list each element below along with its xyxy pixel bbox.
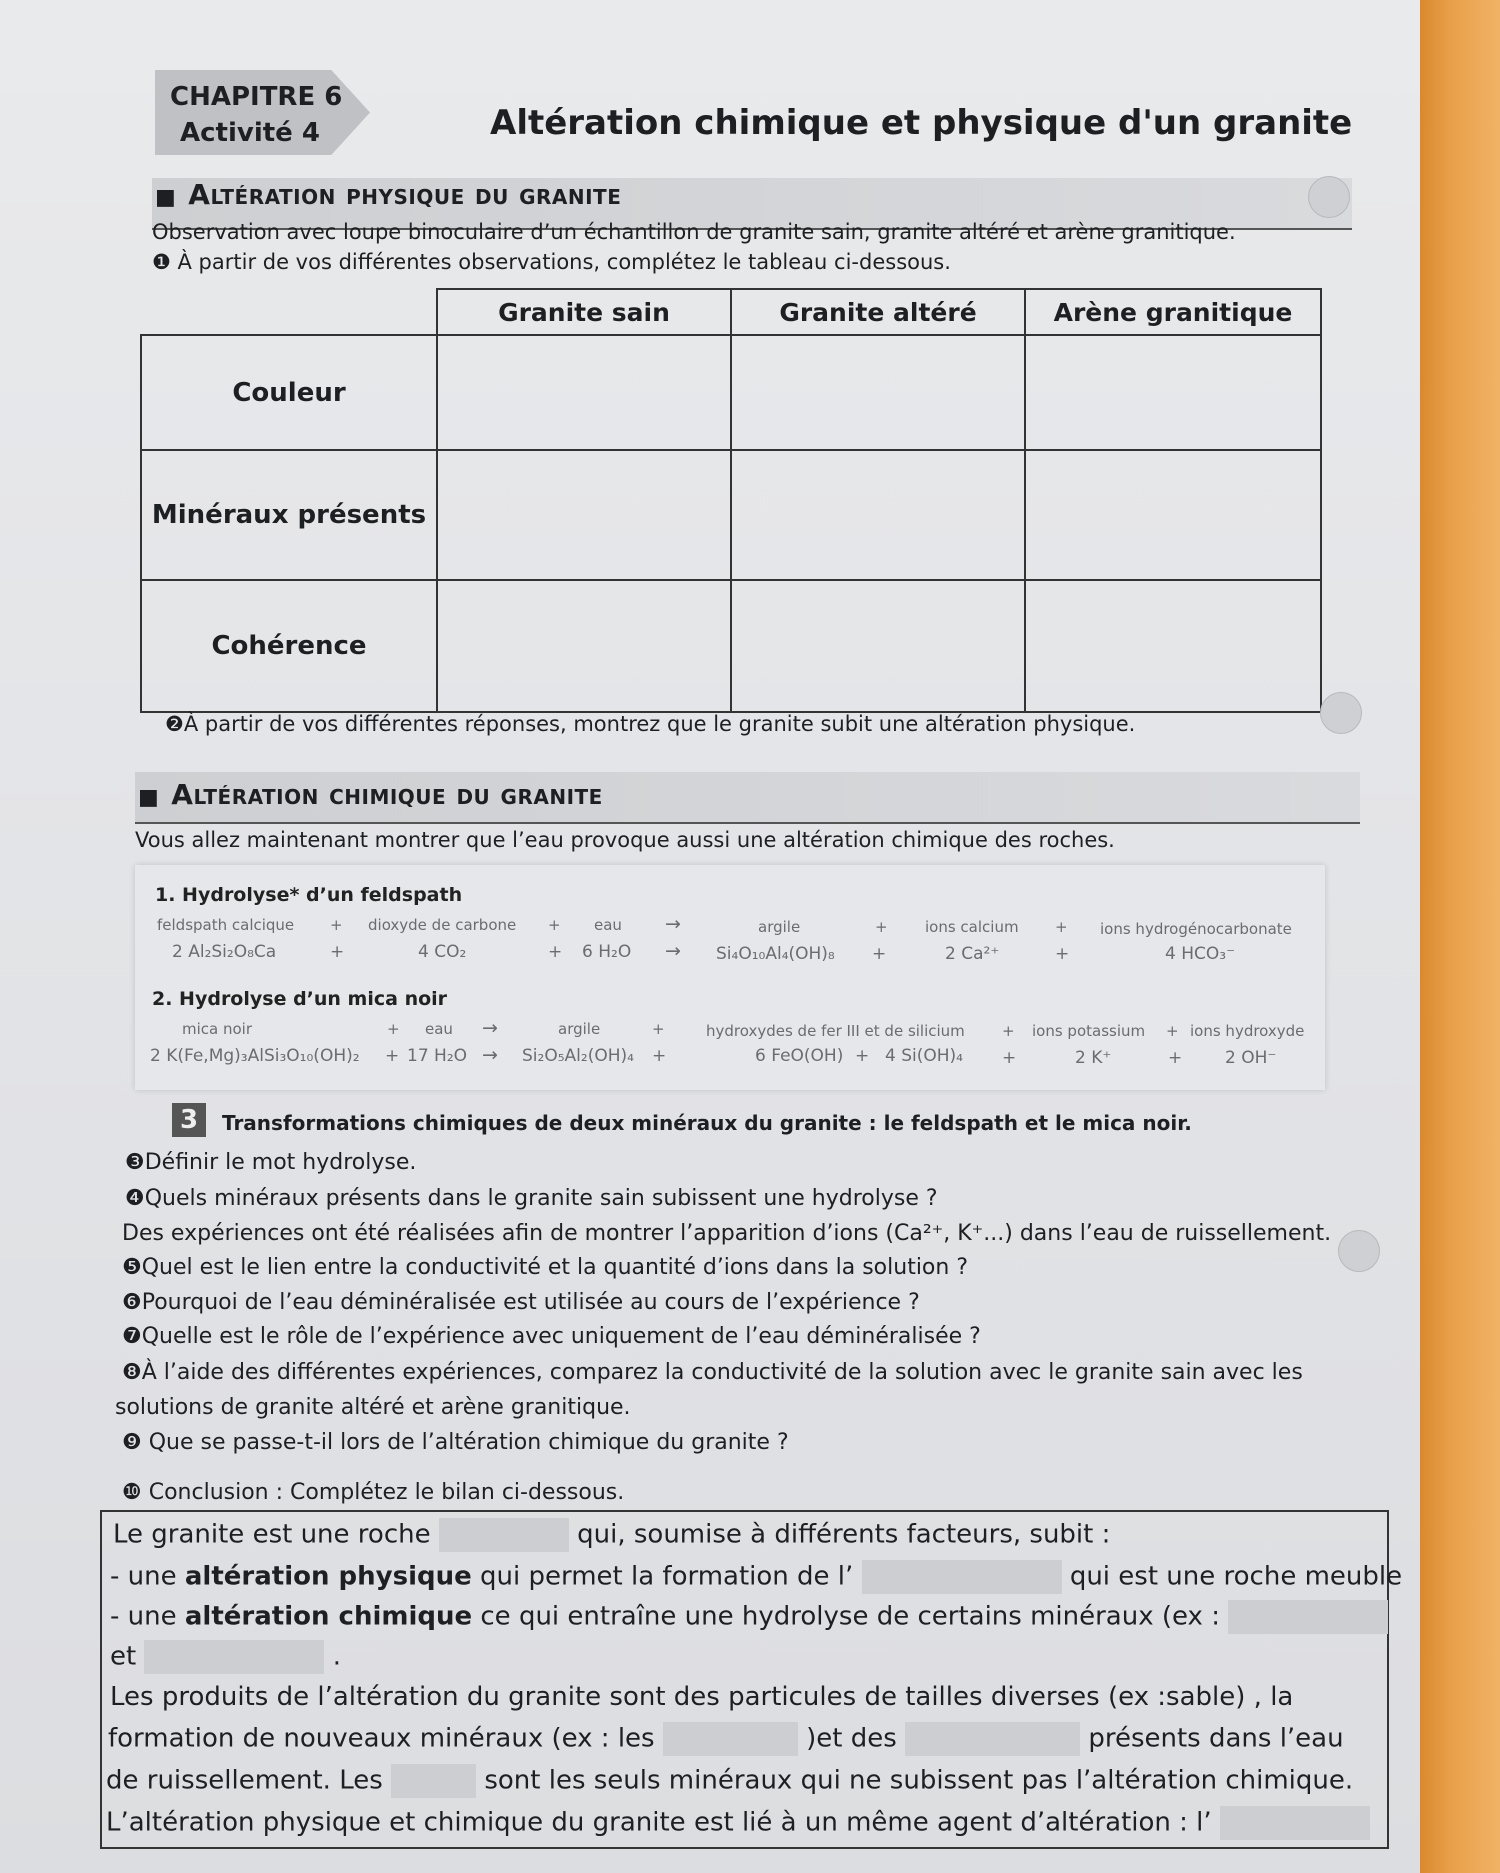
reaction1-formula: + [548,942,563,962]
conclusion-text: sont les seuls minéraux qui ne subissent pas l’altération chimique. [484,1765,1354,1796]
reaction2-formula: Si₂O₅Al₂(OH)₄ [522,1046,634,1066]
table-cell-answer[interactable] [437,450,731,580]
activity-label: Activité 4 [180,118,320,148]
orange-folder-edge [1420,0,1500,1873]
conclusion-line [110,1600,1388,1634]
binder-hole-icon [1308,176,1350,218]
conclusion-text: qui, soumise à différents facteurs, subit : [577,1519,1111,1550]
section1-title: ■ Altération physique du granite [155,178,621,211]
table-row-label-mineraux: Minéraux présents [141,450,437,580]
answer-blank[interactable] [144,1640,324,1674]
reaction1-formula: 2 Ca²⁺ [945,944,1000,964]
table-header-arene: Arène granitique [1025,289,1321,335]
reaction1-label: eau [594,916,622,934]
question-8-cont: solutions de granite altéré et arène granitique. [115,1395,631,1420]
conclusion-text: - une [110,1561,185,1592]
question-3: ❸Définir le mot hydrolyse. [125,1150,417,1175]
table-row-label-couleur: Couleur [141,335,437,450]
answer-blank[interactable] [905,1722,1080,1756]
conclusion-text: )et des [806,1723,897,1754]
answer-blank[interactable] [862,1560,1062,1594]
conclusion-keyword: altération physique [184,1561,472,1592]
conclusion-line [106,1806,1370,1840]
reaction2-heading: 2. Hydrolyse d’un mica noir [152,988,448,1010]
table-header-granite-altere: Granite altéré [731,289,1025,335]
question-1: ❶ À partir de vos différentes observations, complétez le tableau ci-dessous. [152,250,951,274]
reaction2-formula: 2 OH⁻ [1225,1048,1277,1068]
conclusion-line [113,1518,1110,1552]
arrow-icon: → [665,913,681,935]
table-cell-answer[interactable] [731,450,1025,580]
reaction2-label: mica noir [182,1020,253,1038]
conclusion-text: L’altération physique et chimique du granite est lié à un même agent d’altération : l’ [106,1807,1212,1838]
question-9: ❾ Que se passe-t-il lors de l’altération chimique du granite ? [122,1430,789,1455]
reaction2-formula: 6 FeO(OH) [755,1046,844,1066]
reaction2-formula: + [385,1046,400,1066]
table-cell-answer[interactable] [731,335,1025,450]
answer-blank[interactable] [1228,1600,1388,1634]
table-cell-answer[interactable] [731,580,1025,712]
arrow-icon: → [482,1044,498,1066]
table-corner [141,289,437,335]
conclusion-line [108,1722,1344,1756]
reaction2-formula: + [1168,1048,1183,1068]
table-row-label-coherence: Cohérence [141,580,437,712]
conclusion-text: présents dans l’eau [1088,1723,1344,1754]
reaction2-label: argile [558,1020,601,1038]
reaction1-label: + [548,916,561,934]
reaction2-formula: 17 H₂O [407,1046,468,1066]
reaction1-formula: 4 HCO₃⁻ [1165,944,1236,964]
reaction2-label: ions potassium [1032,1022,1146,1040]
arrow-icon: → [665,940,681,962]
question-2: ❷À partir de vos différentes réponses, montrez que le granite subit une altération physique. [165,712,1136,736]
conclusion-text: qui est une roche meuble [1069,1561,1403,1592]
answer-blank[interactable] [439,1518,569,1552]
answer-blank[interactable] [663,1722,798,1756]
question-5: ❺Quel est le lien entre la conductivité et la quantité d’ions dans la solution ? [122,1255,969,1280]
section1-intro: Observation avec loupe binoculaire d’un échantillon de granite sain, granite altéré et arène granitique. [152,220,1236,244]
reaction2-label: + [652,1020,665,1038]
reaction1-formula: + [1055,944,1070,964]
reaction2-formula: 2 K(Fe,Mg)₃AlSi₃O₁₀(OH)₂ [150,1046,360,1066]
reaction1-label: + [330,916,343,934]
reaction2-formula: + [855,1046,870,1066]
figure-number: 3 [172,1103,206,1137]
reaction1-label: feldspath calcique [157,916,295,934]
conclusion-text: qui permet la formation de l’ [471,1561,854,1592]
reaction1-label: ions hydrogénocarbonate [1100,920,1292,938]
reaction2-label: + [1002,1022,1015,1040]
figure-caption: Transformations chimiques de deux minéraux du granite : le feldspath et le mica noir. [222,1111,1192,1135]
answer-blank[interactable] [1220,1806,1370,1840]
reaction2-formula: 4 Si(OH)₄ [885,1046,963,1066]
conclusion-text: et [110,1641,137,1672]
reaction2-label: hydroxydes de fer III et de silicium [706,1022,965,1040]
conclusion-line [106,1764,1353,1798]
table-cell-answer[interactable] [1025,450,1321,580]
section2-intro: Vous allez maintenant montrer que l’eau provoque aussi une altération chimique des roches. [135,828,1115,852]
binder-hole-icon [1320,692,1362,734]
conclusion-text: . [332,1641,341,1672]
reaction1-label: argile [758,918,801,936]
reaction1-heading: 1. Hydrolyse* d’un feldspath [155,884,463,906]
reaction1-formula: 6 H₂O [582,942,632,962]
reaction1-label: + [875,918,888,936]
conclusion-text: formation de nouveaux minéraux (ex : les [108,1723,655,1754]
table-cell-answer[interactable] [437,335,731,450]
reaction2-formula: + [1002,1048,1017,1068]
conclusion-text: - une [110,1601,185,1632]
binder-hole-icon [1338,1230,1380,1272]
reaction1-formula: 4 CO₂ [418,942,467,962]
question-6: ❻Pourquoi de l’eau déminéralisée est utilisée au cours de l’expérience ? [122,1290,920,1315]
question-4: ❹Quels minéraux présents dans le granite sain subissent une hydrolyse ? [125,1186,938,1211]
table-cell-answer[interactable] [1025,335,1321,450]
reaction1-formula: Si₄O₁₀Al₄(OH)₈ [716,944,835,964]
conclusion-text: ce qui entraîne une hydrolyse de certains minéraux (ex : [472,1601,1220,1632]
reaction2-label: + [387,1020,400,1038]
arrow-icon: → [482,1017,498,1039]
conclusion-text: de ruissellement. Les [106,1765,383,1796]
page-title: Altération chimique et physique d'un granite [490,103,1353,143]
conclusion-text: Le granite est une roche [113,1519,431,1550]
reaction1-label: dioxyde de carbone [368,916,517,934]
experiment-note: Des expériences ont été réalisées afin de montrer l’apparition d’ions (Ca²⁺, K⁺...) dans l’eau de ruissellement. [122,1221,1332,1246]
reaction1-label: + [1055,918,1068,936]
conclusion-line [110,1640,341,1674]
conclusion-line [110,1560,1402,1594]
reaction2-label: ions hydroxyde [1190,1022,1305,1040]
reaction2-formula: 2 K⁺ [1075,1048,1112,1068]
section2-title: ■ Altération chimique du granite [138,778,603,811]
reaction1-formula: 2 Al₂Si₂O₈Ca [172,942,277,962]
conclusion-line: Les produits de l’altération du granite sont des particules de tailles diverses (ex :sable) , la [110,1682,1294,1712]
question-8: ❽À l’aide des différentes expériences, comparez la conductivité de la solution avec le granite sain avec les [122,1360,1303,1385]
question-10: ❿ Conclusion : Complétez le bilan ci-dessous. [122,1480,625,1505]
reaction2-label: + [1166,1022,1179,1040]
reaction2-formula: + [652,1046,667,1066]
table-header-granite-sain: Granite sain [437,289,731,335]
reaction2-label: eau [425,1020,453,1038]
reaction1-formula: + [330,942,345,962]
reaction1-label: ions calcium [925,918,1019,936]
observation-table [140,288,1322,713]
answer-blank[interactable] [391,1764,476,1798]
chapter-label: CHAPITRE 6 [170,82,343,112]
conclusion-keyword: altération chimique [184,1601,473,1632]
question-7: ❼Quelle est le rôle de l’expérience avec uniquement de l’eau déminéralisée ? [122,1324,981,1349]
table-cell-answer[interactable] [437,580,731,712]
table-cell-answer[interactable] [1025,580,1321,712]
reaction1-formula: + [872,944,887,964]
